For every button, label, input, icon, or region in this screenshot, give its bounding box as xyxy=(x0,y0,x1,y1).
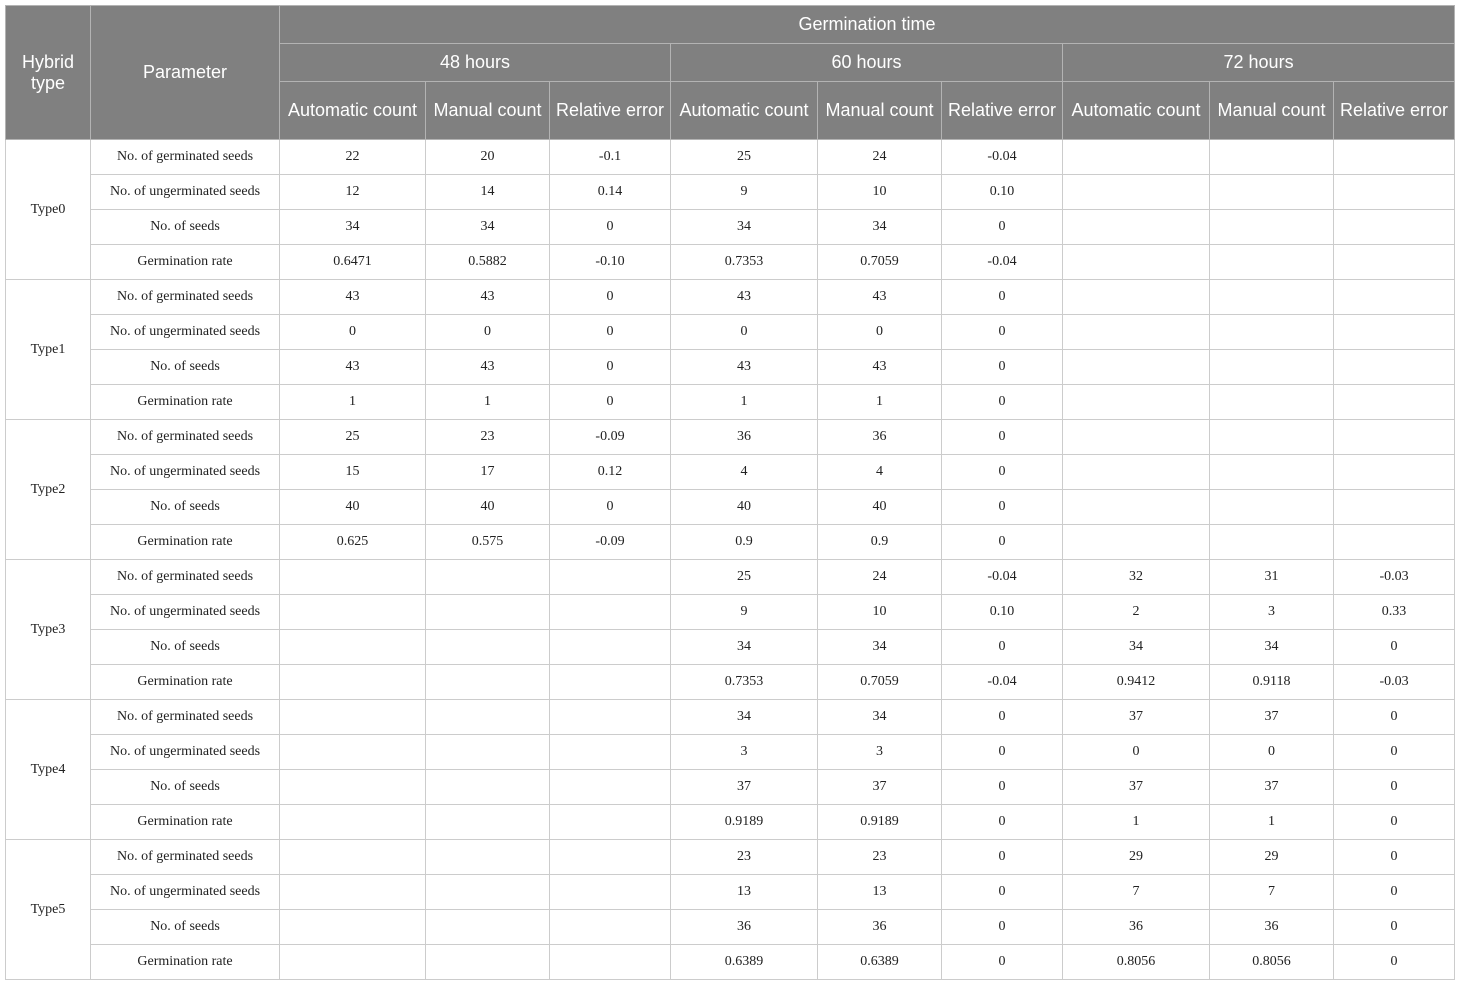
value-cell xyxy=(1210,210,1334,245)
table-row xyxy=(6,735,1455,770)
value-cell: 36 xyxy=(818,910,942,945)
value-cell: 0.9189 xyxy=(818,805,942,840)
value-cell: 0 xyxy=(942,420,1063,455)
parameter-cell: No. of seeds xyxy=(91,210,280,245)
value-cell xyxy=(280,910,426,945)
value-cell: 13 xyxy=(818,875,942,910)
table-row xyxy=(6,840,1455,875)
value-cell: 17 xyxy=(426,455,550,490)
value-cell: 43 xyxy=(671,350,818,385)
value-cell xyxy=(1334,140,1455,175)
value-cell: -0.10 xyxy=(550,245,671,280)
parameter-cell: No. of ungerminated seeds xyxy=(91,595,280,630)
table-row xyxy=(6,350,1455,385)
header-automatic-count: Automatic count xyxy=(1063,82,1210,140)
value-cell: -0.09 xyxy=(550,420,671,455)
table-row xyxy=(6,770,1455,805)
value-cell xyxy=(426,700,550,735)
value-cell xyxy=(1210,245,1334,280)
value-cell xyxy=(1334,455,1455,490)
value-cell: -0.04 xyxy=(942,140,1063,175)
table-row xyxy=(6,385,1455,420)
value-cell: 0 xyxy=(550,315,671,350)
value-cell: 37 xyxy=(1210,700,1334,735)
table-row xyxy=(6,315,1455,350)
header-parameter: Parameter xyxy=(91,6,280,140)
parameter-cell: Germination rate xyxy=(91,245,280,280)
table-row xyxy=(6,875,1455,910)
value-cell: 0 xyxy=(550,350,671,385)
hybrid-type-cell: Type4 xyxy=(6,700,91,840)
value-cell: -0.04 xyxy=(942,560,1063,595)
value-cell: 40 xyxy=(280,490,426,525)
value-cell: 36 xyxy=(1210,910,1334,945)
value-cell: 0 xyxy=(550,490,671,525)
value-cell: 40 xyxy=(671,490,818,525)
value-cell: 36 xyxy=(1063,910,1210,945)
value-cell xyxy=(280,770,426,805)
value-cell: 0 xyxy=(550,280,671,315)
value-cell: 20 xyxy=(426,140,550,175)
hybrid-type-cell: Type1 xyxy=(6,280,91,420)
germination-table xyxy=(5,5,1455,980)
value-cell: 0 xyxy=(942,840,1063,875)
header-relative-error: Relative error xyxy=(1334,82,1455,140)
value-cell: 34 xyxy=(818,210,942,245)
value-cell xyxy=(1063,315,1210,350)
value-cell: 0 xyxy=(942,700,1063,735)
value-cell: 0.9 xyxy=(818,525,942,560)
value-cell: 37 xyxy=(1063,770,1210,805)
value-cell: 34 xyxy=(818,700,942,735)
value-cell xyxy=(550,840,671,875)
value-cell xyxy=(550,560,671,595)
value-cell: 13 xyxy=(671,875,818,910)
value-cell: 43 xyxy=(671,280,818,315)
value-cell xyxy=(1210,315,1334,350)
value-cell: 0 xyxy=(550,210,671,245)
parameter-cell: No. of germinated seeds xyxy=(91,560,280,595)
value-cell xyxy=(1063,385,1210,420)
value-cell: 0.7353 xyxy=(671,665,818,700)
value-cell: 0.10 xyxy=(942,175,1063,210)
value-cell xyxy=(1210,525,1334,560)
hybrid-type-cell: Type3 xyxy=(6,560,91,700)
value-cell xyxy=(1210,175,1334,210)
header-time-60: 60 hours xyxy=(671,44,1063,82)
value-cell xyxy=(550,665,671,700)
value-cell xyxy=(550,595,671,630)
table-row xyxy=(6,525,1455,560)
value-cell: 24 xyxy=(818,140,942,175)
value-cell xyxy=(550,875,671,910)
table-row xyxy=(6,805,1455,840)
value-cell: 29 xyxy=(1210,840,1334,875)
header-time-48: 48 hours xyxy=(280,44,671,82)
value-cell: 1 xyxy=(1210,805,1334,840)
header-manual-count: Manual count xyxy=(1210,82,1334,140)
value-cell xyxy=(1063,525,1210,560)
value-cell: 0.33 xyxy=(1334,595,1455,630)
value-cell: 0 xyxy=(942,875,1063,910)
value-cell: 34 xyxy=(280,210,426,245)
value-cell xyxy=(426,875,550,910)
value-cell xyxy=(1334,315,1455,350)
value-cell xyxy=(550,770,671,805)
value-cell xyxy=(426,595,550,630)
value-cell xyxy=(280,595,426,630)
parameter-cell: Germination rate xyxy=(91,385,280,420)
value-cell xyxy=(426,910,550,945)
value-cell: 25 xyxy=(671,140,818,175)
value-cell: 34 xyxy=(671,210,818,245)
value-cell xyxy=(280,700,426,735)
value-cell: 0 xyxy=(1334,910,1455,945)
value-cell: 0 xyxy=(1334,875,1455,910)
value-cell: 37 xyxy=(1210,770,1334,805)
value-cell: 34 xyxy=(1063,630,1210,665)
value-cell: 0 xyxy=(942,455,1063,490)
value-cell: 0 xyxy=(1334,700,1455,735)
table-row xyxy=(6,245,1455,280)
value-cell: 0 xyxy=(942,350,1063,385)
parameter-cell: No. of germinated seeds xyxy=(91,840,280,875)
value-cell: 25 xyxy=(280,420,426,455)
table-header xyxy=(6,6,1455,140)
table-row xyxy=(6,630,1455,665)
table-row xyxy=(6,700,1455,735)
value-cell xyxy=(1210,385,1334,420)
table-row xyxy=(6,945,1455,980)
value-cell: 43 xyxy=(818,350,942,385)
value-cell: -0.03 xyxy=(1334,560,1455,595)
hybrid-type-cell: Type0 xyxy=(6,140,91,280)
value-cell: 37 xyxy=(671,770,818,805)
parameter-cell: No. of seeds xyxy=(91,630,280,665)
value-cell: 1 xyxy=(280,385,426,420)
value-cell xyxy=(1063,245,1210,280)
parameter-cell: No. of germinated seeds xyxy=(91,140,280,175)
value-cell: 0.575 xyxy=(426,525,550,560)
value-cell: 37 xyxy=(1063,700,1210,735)
value-cell xyxy=(550,700,671,735)
value-cell: 34 xyxy=(818,630,942,665)
parameter-cell: No. of ungerminated seeds xyxy=(91,315,280,350)
value-cell xyxy=(550,805,671,840)
value-cell xyxy=(1210,350,1334,385)
value-cell: 40 xyxy=(818,490,942,525)
value-cell xyxy=(1210,455,1334,490)
value-cell xyxy=(1063,140,1210,175)
value-cell: 0 xyxy=(942,805,1063,840)
value-cell: 34 xyxy=(426,210,550,245)
value-cell: 3 xyxy=(1210,595,1334,630)
hybrid-type-cell: Type2 xyxy=(6,420,91,560)
value-cell: 0.9189 xyxy=(671,805,818,840)
value-cell: 7 xyxy=(1063,875,1210,910)
parameter-cell: No. of ungerminated seeds xyxy=(91,875,280,910)
value-cell: 36 xyxy=(671,420,818,455)
table-row xyxy=(6,420,1455,455)
value-cell xyxy=(1334,210,1455,245)
value-cell xyxy=(280,735,426,770)
value-cell xyxy=(426,805,550,840)
value-cell xyxy=(280,945,426,980)
header-hybrid-type: Hybrid type xyxy=(6,6,91,140)
value-cell: 4 xyxy=(671,455,818,490)
value-cell: 1 xyxy=(426,385,550,420)
value-cell: 0 xyxy=(942,315,1063,350)
parameter-cell: No. of seeds xyxy=(91,350,280,385)
parameter-cell: No. of germinated seeds xyxy=(91,420,280,455)
value-cell xyxy=(426,665,550,700)
value-cell: 0.8056 xyxy=(1210,945,1334,980)
value-cell xyxy=(550,735,671,770)
value-cell xyxy=(1210,490,1334,525)
value-cell: 0.14 xyxy=(550,175,671,210)
value-cell: 10 xyxy=(818,175,942,210)
header-automatic-count: Automatic count xyxy=(280,82,426,140)
value-cell xyxy=(1063,175,1210,210)
parameter-cell: No. of seeds xyxy=(91,910,280,945)
value-cell: 0.8056 xyxy=(1063,945,1210,980)
value-cell: 0.6471 xyxy=(280,245,426,280)
value-cell: 0 xyxy=(1063,735,1210,770)
table-row xyxy=(6,280,1455,315)
value-cell: 12 xyxy=(280,175,426,210)
value-cell: 36 xyxy=(671,910,818,945)
value-cell: 9 xyxy=(671,175,818,210)
value-cell: -0.09 xyxy=(550,525,671,560)
parameter-cell: Germination rate xyxy=(91,525,280,560)
value-cell: 31 xyxy=(1210,560,1334,595)
value-cell: 7 xyxy=(1210,875,1334,910)
value-cell xyxy=(426,630,550,665)
header-time-72: 72 hours xyxy=(1063,44,1455,82)
value-cell xyxy=(1063,280,1210,315)
value-cell xyxy=(1334,245,1455,280)
value-cell: 1 xyxy=(671,385,818,420)
parameter-cell: No. of ungerminated seeds xyxy=(91,175,280,210)
value-cell: -0.1 xyxy=(550,140,671,175)
header-manual-count: Manual count xyxy=(426,82,550,140)
value-cell xyxy=(280,875,426,910)
value-cell: 29 xyxy=(1063,840,1210,875)
value-cell: 0.9412 xyxy=(1063,665,1210,700)
value-cell xyxy=(1210,140,1334,175)
value-cell xyxy=(426,840,550,875)
parameter-cell: Germination rate xyxy=(91,805,280,840)
value-cell xyxy=(1334,385,1455,420)
value-cell: 0 xyxy=(671,315,818,350)
value-cell: 0.12 xyxy=(550,455,671,490)
value-cell xyxy=(1334,350,1455,385)
table-row xyxy=(6,595,1455,630)
value-cell: 10 xyxy=(818,595,942,630)
value-cell: 25 xyxy=(671,560,818,595)
table-body xyxy=(6,140,1455,980)
parameter-cell: No. of germinated seeds xyxy=(91,280,280,315)
value-cell xyxy=(1063,210,1210,245)
value-cell: 0.6389 xyxy=(671,945,818,980)
value-cell: 14 xyxy=(426,175,550,210)
value-cell: 0.5882 xyxy=(426,245,550,280)
parameter-cell: No. of ungerminated seeds xyxy=(91,455,280,490)
value-cell xyxy=(280,560,426,595)
value-cell: 0 xyxy=(1334,945,1455,980)
value-cell: 1 xyxy=(1063,805,1210,840)
value-cell: 0.10 xyxy=(942,595,1063,630)
table-row xyxy=(6,665,1455,700)
value-cell: 0 xyxy=(942,490,1063,525)
value-cell: 0.7059 xyxy=(818,245,942,280)
value-cell: 0 xyxy=(1334,630,1455,665)
value-cell: 2 xyxy=(1063,595,1210,630)
value-cell xyxy=(426,735,550,770)
value-cell xyxy=(1063,490,1210,525)
value-cell: 34 xyxy=(1210,630,1334,665)
value-cell: 23 xyxy=(671,840,818,875)
value-cell: 43 xyxy=(280,280,426,315)
table-row xyxy=(6,560,1455,595)
value-cell xyxy=(1334,175,1455,210)
value-cell: 37 xyxy=(818,770,942,805)
header-manual-count: Manual count xyxy=(818,82,942,140)
table-row xyxy=(6,210,1455,245)
value-cell xyxy=(426,770,550,805)
value-cell xyxy=(550,910,671,945)
value-cell: 15 xyxy=(280,455,426,490)
value-cell: 1 xyxy=(818,385,942,420)
value-cell: 0 xyxy=(1210,735,1334,770)
header-automatic-count: Automatic count xyxy=(671,82,818,140)
table-row xyxy=(6,140,1455,175)
value-cell: 0 xyxy=(280,315,426,350)
value-cell: 0.625 xyxy=(280,525,426,560)
value-cell xyxy=(280,665,426,700)
value-cell: 0 xyxy=(942,525,1063,560)
value-cell xyxy=(1063,420,1210,455)
value-cell xyxy=(550,630,671,665)
value-cell: 0 xyxy=(1334,735,1455,770)
value-cell xyxy=(1063,350,1210,385)
value-cell xyxy=(426,560,550,595)
value-cell: 3 xyxy=(671,735,818,770)
value-cell: 23 xyxy=(818,840,942,875)
value-cell xyxy=(550,945,671,980)
table-row xyxy=(6,490,1455,525)
value-cell: 0 xyxy=(1334,770,1455,805)
value-cell: 0 xyxy=(1334,805,1455,840)
value-cell: 4 xyxy=(818,455,942,490)
value-cell xyxy=(1334,280,1455,315)
parameter-cell: Germination rate xyxy=(91,665,280,700)
value-cell: 24 xyxy=(818,560,942,595)
value-cell: 43 xyxy=(426,280,550,315)
value-cell: 43 xyxy=(426,350,550,385)
value-cell: 40 xyxy=(426,490,550,525)
hybrid-type-cell: Type5 xyxy=(6,840,91,980)
value-cell: 0.6389 xyxy=(818,945,942,980)
parameter-cell: Germination rate xyxy=(91,945,280,980)
value-cell: 0 xyxy=(550,385,671,420)
value-cell xyxy=(280,805,426,840)
value-cell xyxy=(280,630,426,665)
value-cell: 0 xyxy=(942,385,1063,420)
parameter-cell: No. of seeds xyxy=(91,490,280,525)
value-cell: 0.7353 xyxy=(671,245,818,280)
value-cell: 0 xyxy=(942,210,1063,245)
value-cell: 43 xyxy=(818,280,942,315)
value-cell: 0 xyxy=(942,945,1063,980)
table-container xyxy=(5,5,1455,980)
value-cell: 0 xyxy=(1334,840,1455,875)
value-cell: -0.03 xyxy=(1334,665,1455,700)
value-cell: 9 xyxy=(671,595,818,630)
value-cell: -0.04 xyxy=(942,665,1063,700)
value-cell: 34 xyxy=(671,630,818,665)
parameter-cell: No. of ungerminated seeds xyxy=(91,735,280,770)
value-cell xyxy=(1334,490,1455,525)
value-cell xyxy=(1210,420,1334,455)
value-cell xyxy=(1334,525,1455,560)
value-cell: 0.9118 xyxy=(1210,665,1334,700)
value-cell: 22 xyxy=(280,140,426,175)
value-cell: 0.7059 xyxy=(818,665,942,700)
value-cell: 0 xyxy=(942,910,1063,945)
value-cell: 34 xyxy=(671,700,818,735)
value-cell: -0.04 xyxy=(942,245,1063,280)
value-cell: 0 xyxy=(942,280,1063,315)
value-cell: 0 xyxy=(426,315,550,350)
value-cell: 23 xyxy=(426,420,550,455)
parameter-cell: No. of seeds xyxy=(91,770,280,805)
value-cell: 0 xyxy=(818,315,942,350)
value-cell: 32 xyxy=(1063,560,1210,595)
value-cell xyxy=(426,945,550,980)
value-cell: 0 xyxy=(942,770,1063,805)
header-germination-time: Germination time xyxy=(280,6,1455,44)
parameter-cell: No. of germinated seeds xyxy=(91,700,280,735)
value-cell xyxy=(1334,420,1455,455)
value-cell xyxy=(1210,280,1334,315)
value-cell: 0 xyxy=(942,735,1063,770)
header-relative-error: Relative error xyxy=(942,82,1063,140)
value-cell xyxy=(1063,455,1210,490)
value-cell: 0.9 xyxy=(671,525,818,560)
header-relative-error: Relative error xyxy=(550,82,671,140)
value-cell: 43 xyxy=(280,350,426,385)
value-cell: 0 xyxy=(942,630,1063,665)
value-cell: 3 xyxy=(818,735,942,770)
table-row xyxy=(6,455,1455,490)
table-row xyxy=(6,910,1455,945)
value-cell: 36 xyxy=(818,420,942,455)
value-cell xyxy=(280,840,426,875)
table-row xyxy=(6,175,1455,210)
